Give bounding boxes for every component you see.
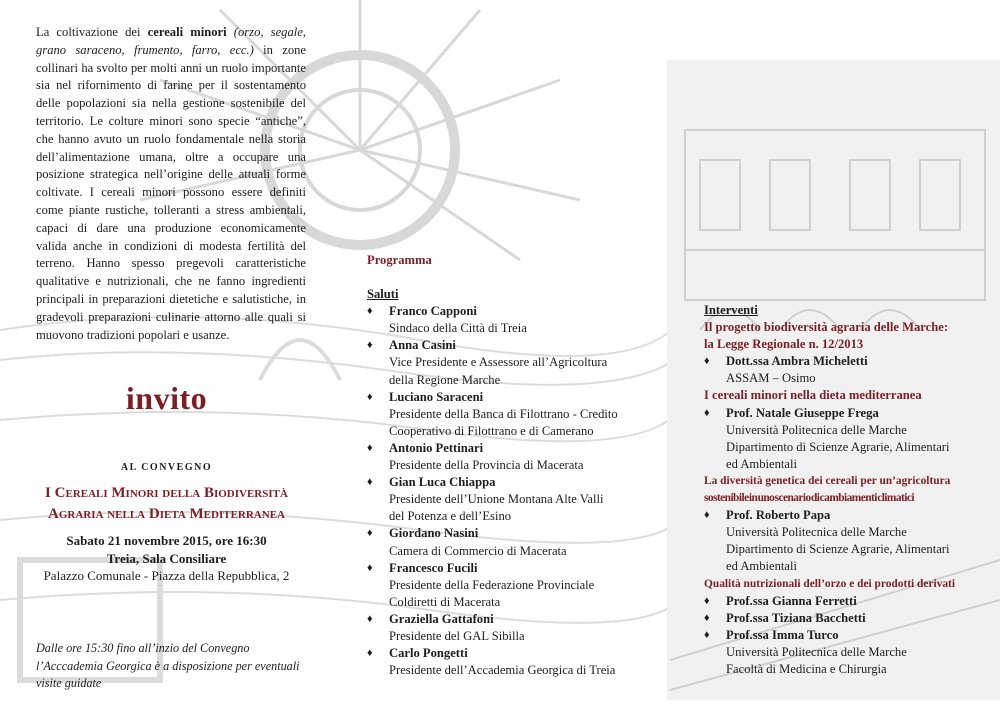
speaker-name: Carlo Pongetti — [389, 646, 468, 661]
speaker-name: Giordano Nasini — [389, 526, 479, 541]
event-address: Palazzo Comunale - Piazza della Repubblica, 2 — [43, 568, 290, 583]
topic-3-line2: sostenibile in uno scenario di cambiamenti climatici — [704, 492, 914, 505]
diamond-bullet-icon: ♦ — [367, 476, 373, 489]
diamond-bullet-icon: ♦ — [367, 612, 373, 625]
speaker-name: Dott.ssa Ambra Micheletti — [726, 354, 868, 369]
speaker-name: Antonio Pettinari — [389, 440, 484, 455]
invito-heading: invito — [125, 380, 208, 416]
speaker-affiliation: Università Politecnica delle Marche — [726, 644, 907, 659]
speaker-name: Franco Capponi — [389, 304, 477, 319]
diamond-bullet-icon: ♦ — [367, 339, 373, 352]
speaker-name: Graziella Gattafoni — [389, 611, 494, 626]
speaker-role: Camera di Commercio di Macerata — [389, 543, 567, 558]
speaker-affiliation: ed Ambientali — [726, 559, 797, 574]
speaker-affiliation: Facoltà di Medicina e Chirurgia — [726, 661, 887, 676]
speaker-role: Presidente della Federazione Provinciale — [389, 577, 595, 592]
speaker-role: della Regione Marche — [389, 372, 501, 387]
diamond-bullet-icon: ♦ — [704, 611, 710, 624]
speaker-name: Prof.ssa Tiziana Bacchetti — [726, 610, 866, 625]
speaker-role: Vice Presidente e Assessore all’Agricoltura — [389, 355, 608, 370]
speaker-affiliation: Dipartimento di Scienze Agrarie, Alimentari — [726, 542, 950, 557]
topic-1-line2: la Legge Regionale n. 12/2013 — [704, 337, 864, 352]
speaker-role: del Potenza e dell’Esino — [389, 509, 512, 524]
intro-paragraph — [36, 24, 306, 344]
event-details — [0, 532, 333, 585]
speaker-name: Prof.ssa Imma Turco — [726, 627, 839, 642]
speaker-role: Presidente dell’Unione Montana Alte Valli — [389, 492, 604, 507]
guided-visit-note: Dalle ore 15:30 fino all’inzio del Convegno l’Acccademia Georgica è a disposizione per eventuali visite guidate — [36, 641, 300, 690]
speaker-name: Gian Luca Chiappa — [389, 475, 496, 490]
diamond-bullet-icon: ♦ — [367, 390, 373, 403]
event-place: Treia, Sala Consiliare — [106, 550, 227, 566]
speaker-name: Prof.ssa Gianna Ferretti — [726, 593, 857, 608]
panel-interventi — [667, 0, 1000, 706]
diamond-bullet-icon: ♦ — [704, 509, 710, 522]
speaker-role: Presidente della Banca di Filottrano - Credito — [389, 406, 618, 421]
speaker-name: Francesco Fucili — [389, 560, 478, 575]
topic-2: I cereali minori nella dieta mediterranea — [704, 388, 922, 403]
speaker-role: Presidente della Provincia di Macerata — [389, 458, 584, 473]
speaker-affiliation: Università Politecnica delle Marche — [726, 422, 907, 437]
diamond-bullet-icon: ♦ — [367, 305, 373, 318]
speaker-role: Sindaco della Città di Treia — [389, 321, 527, 336]
conference-title-line2: Agraria nella Dieta Mediterranea — [48, 506, 285, 522]
panel-programma — [333, 0, 667, 706]
diamond-bullet-icon: ♦ — [704, 628, 710, 641]
intro-space — [227, 25, 234, 39]
intro-italic: (orzo, segale, grano saraceno, frumento, farro, ecc.) — [36, 25, 306, 57]
diamond-bullet-icon: ♦ — [704, 355, 710, 368]
speaker-affiliation: ASSAM – Osimo — [726, 371, 816, 386]
speaker-name: Prof. Natale Giuseppe Frega — [726, 405, 879, 420]
diamond-bullet-icon: ♦ — [704, 594, 710, 607]
topic-3-line1: La diversità genetica dei cereali per un’agricoltura — [704, 474, 951, 487]
diamond-bullet-icon: ♦ — [367, 527, 373, 540]
intro-body: in zone collinari ha svolto per molti anni un ruolo importante sia nel rifornimento di farine per il sostentamento delle popolazioni sia nella gestione sostenibile del territorio. Le colture minori sono specie “antiche”, che hanno avuto un ruolo fondamentale nella storia dell’alimentazione umana, oltre a occupare una posizione strategica nell’origine delle attuali forme coltivate. I cereali minori possono essere definiti come piante rustiche, tolleranti a stress ambientali, capaci di dare una produzione economicamente valida anche in condizioni di modesta fertilità del terreno. Hanno spesso pregevoli caratteristiche qualitative e nutrizionali, che ne fanno ingredienti principali in preparazioni dietetiche e salutistiche, in gradevoli preparazioni culinarie attorno alle quali si muovono tradizioni popolari e usanze. — [36, 42, 306, 342]
diamond-bullet-icon: ♦ — [704, 406, 710, 419]
speaker-name: Prof. Roberto Papa — [726, 508, 831, 523]
diamond-bullet-icon: ♦ — [367, 647, 373, 660]
al-convegno-label: AL CONVEGNO — [120, 462, 213, 473]
conference-title — [0, 483, 333, 525]
interventi-heading: Interventi — [704, 303, 758, 317]
speaker-name: Luciano Saraceni — [389, 389, 484, 404]
programma-heading: Programma — [367, 253, 432, 267]
intro-text: La coltivazione dei — [36, 25, 148, 39]
speaker-name: Anna Casini — [389, 338, 456, 353]
topic-4: Qualità nutrizionali dell’orzo e dei prodotti derivati — [704, 577, 955, 590]
speaker-role: Presidente dell’Accademia Georgica di Treia — [389, 663, 616, 678]
saluti-heading: Saluti — [367, 287, 399, 302]
event-date: Sabato 21 novembre 2015, ore 16:30 — [66, 533, 267, 548]
speaker-affiliation: Università Politecnica delle Marche — [726, 525, 907, 540]
diamond-bullet-icon: ♦ — [367, 441, 373, 454]
speaker-affiliation: ed Ambientali — [726, 456, 797, 471]
speaker-role: Presidente del GAL Sibilla — [389, 628, 525, 643]
panel-intro — [0, 0, 333, 706]
intro-bold: cereali minori — [147, 25, 227, 39]
conference-title-line1: I Cereali Minori della Biodiversità — [45, 485, 288, 501]
speaker-role: Coldiretti di Macerata — [389, 594, 501, 609]
speaker-role: Cooperativo di Filottrano e di Camerano — [389, 423, 594, 438]
speaker-affiliation: Dipartimento di Scienze Agrarie, Alimentari — [726, 439, 950, 454]
topic-1-line1: Il progetto biodiversità agraria delle Marche: — [704, 320, 949, 335]
diamond-bullet-icon: ♦ — [367, 561, 373, 574]
